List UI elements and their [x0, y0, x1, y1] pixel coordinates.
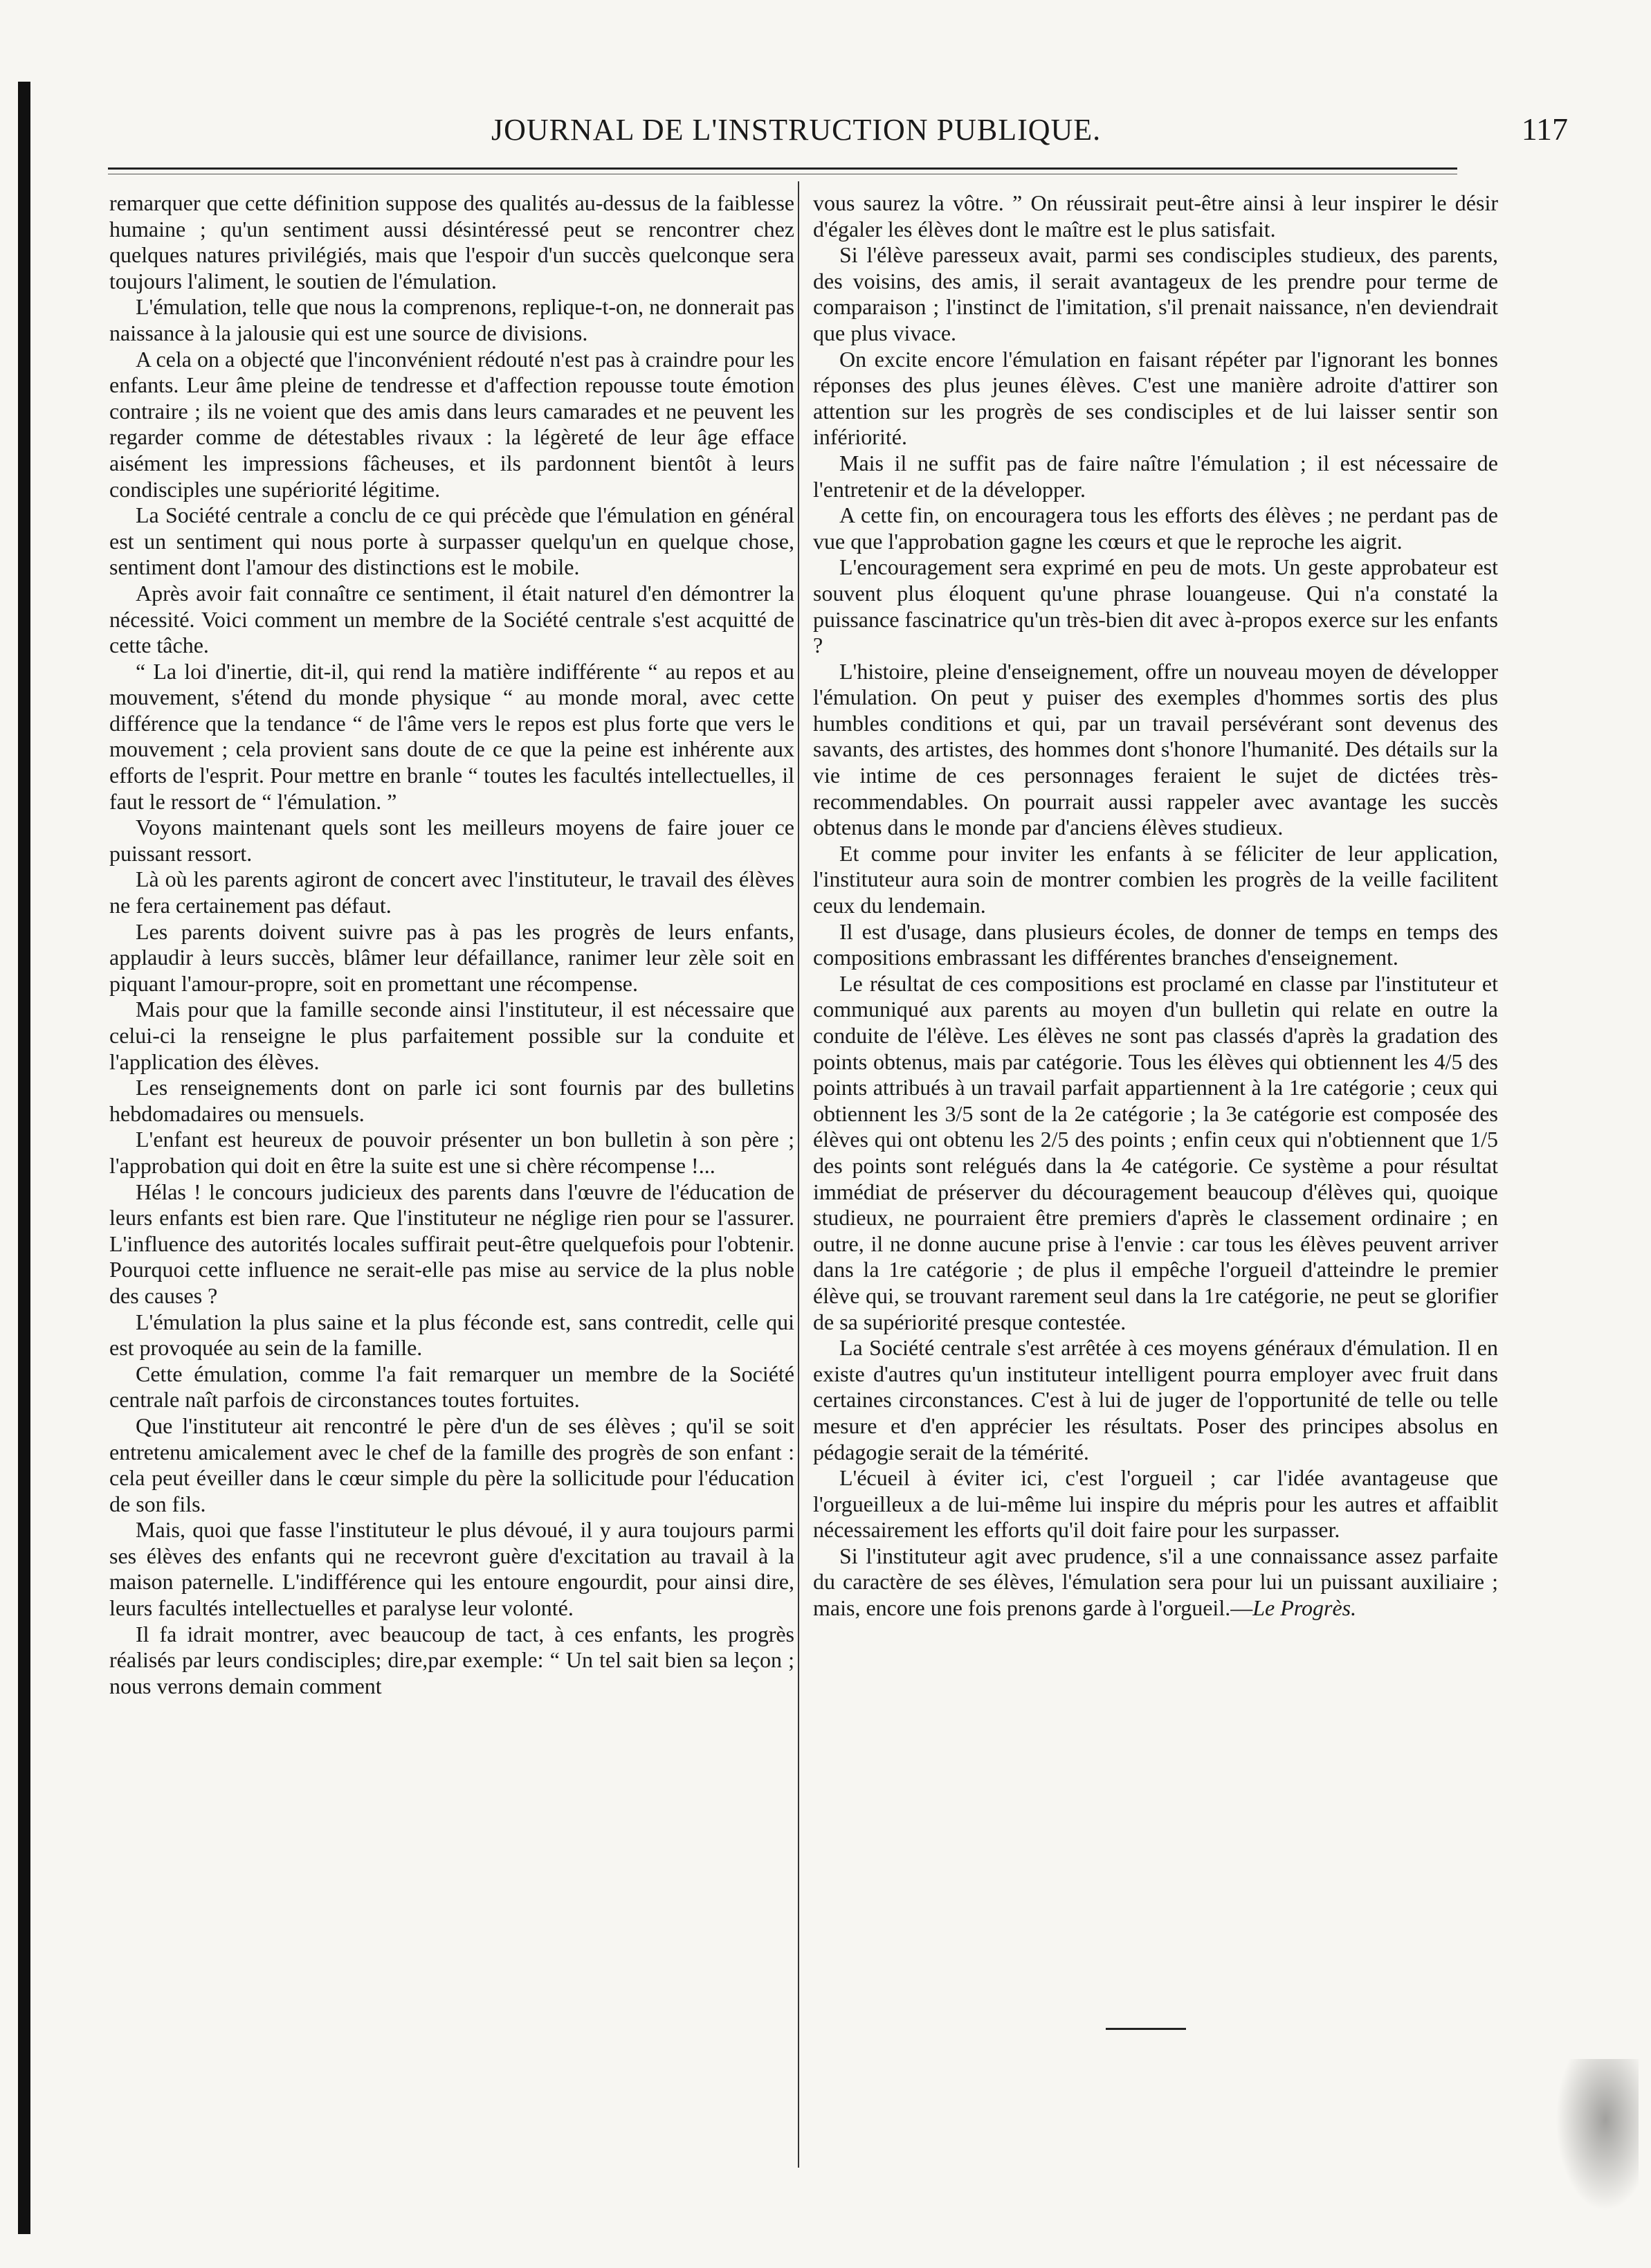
- paragraph: Mais il ne suffit pas de faire naître l'émulation ; il est nécessaire de l'entretenir et de la développer.: [813, 450, 1498, 502]
- paragraph: Le résultat de ces compositions est proclamé en classe par l'instituteur et communiqué aux parents au moyen d'un bulletin qui relate en outre la conduite de l'élève. Les élèves ne sont pas classés d'après la gradation des points obtenus, mais par catégorie. Tous les élèves qui obtiennent les 4/5 des points attribués à un travail parfait appartiennent à la 1re catégorie ; ceux qui obtiennent les 3/5 sont de la 2e catégorie ; la 3e catégorie est composée des élèves qui ont obtenu les 2/5 des points ; enfin ceux qui n'obtiennent que 1/5 des points sont relégués dans la 4e catégorie. Ce système a pour résultat immédiat de préserver du découragement beaucoup d'élèves qui, quoique studieux, ne pourraient être premiers d'après le classement ordinaire ; en outre, il ne donne aucune prise à l'envie : car tous les élèves peuvent arriver dans la 1re catégorie ; de plus il empêche l'orgueil d'atteindre le premier élève qui, se trouvant rarement seul dans la 1re catégorie, ne peut se glorifier de sa supériorité presque contestée.: [813, 970, 1498, 1334]
- paragraph: La Société centrale a conclu de ce qui précède que l'émulation en général est un sentiment qui nous porte à surpasser quelqu'un en quelque chose, sentiment dont l'amour des distinctions est le mobile.: [109, 502, 794, 580]
- paragraph: Hélas ! le concours judicieux des parents dans l'œuvre de l'éducation de leurs enfants est bien rare. Que l'instituteur ne néglige rien pour se l'assurer. L'influence des autorités locales suffirait peut-être quelquefois pour l'obtenir. Pourquoi cette influence ne serait-elle pas mise au service de la plus noble des causes ?: [109, 1179, 794, 1308]
- paragraph: A cela on a objecté que l'inconvénient rédouté n'est pas à craindre pour les enfants. Leur âme pleine de tendresse et d'affection repousse toute émotion contraire ; ils ne voient que des amis dans leurs camarades et ne peuvent les regarder comme de détestables rivaux : la légèreté de leur âge efface aisément les impressions fâcheuses, et ils pardonnent bientôt à leurs condisciples une supériorité légitime.: [109, 346, 794, 502]
- paper-smudge: [1556, 2059, 1639, 2211]
- page-header: [104, 111, 1568, 159]
- article-end-rule: [1106, 2028, 1186, 2030]
- paragraph-text: Si l'instituteur agit avec prudence, s'il a une connaissance assez parfaite du caractère de ses élèves, l'émulation sera pour lui un puissant auxiliaire ; mais, encore une fois prenons garde à l'orgueil.—: [813, 1543, 1498, 1621]
- paragraph: La Société centrale s'est arrêtée à ces moyens généraux d'émulation. Il en existe d'autres qu'un instituteur intelligent pourra employer avec fruit dans certaines circonstances. C'est à lui de juger de l'opportunité de telle ou telle mesure et d'en apprécier les résultats. Poser des principes absolus en pédagogie serait de la témérité.: [813, 1335, 1498, 1464]
- paragraph: L'histoire, pleine d'enseignement, offre un nouveau moyen de développer l'émulation. On peut y puiser des exemples d'hommes sortis des plus humbles conditions et qui, par un travail persévérant sont devenus des savants, des artistes, des hommes dont s'honore l'humanité. Des détails sur la vie intime de ces personnages feraient le sujet de dictées très-recommendables. On pourrait aussi rappeler avec avantage les succès obtenus dans le monde par d'anciens élèves studieux.: [813, 658, 1498, 840]
- paragraph: Cette émulation, comme l'a fait remarquer un membre de la Société centrale naît parfois de circonstances toutes fortuites.: [109, 1361, 794, 1413]
- paragraph: Voyons maintenant quels sont les meilleurs moyens de faire jouer ce puissant ressort.: [109, 815, 794, 866]
- left-column: [109, 190, 794, 1699]
- paragraph: A cette fin, on encouragera tous les efforts des élèves ; ne perdant pas de vue que l'approbation gagne les cœurs et que le reproche les aigrit.: [813, 502, 1498, 554]
- paragraph: Les parents doivent suivre pas à pas les progrès de leurs enfants, applaudir à leurs succès, blâmer leur défaillance, ranimer leur zèle soit en piquant l'amour-propre, soit en promettant une récompense.: [109, 918, 794, 996]
- paragraph: remarquer que cette définition suppose des qualités au-dessus de la faiblesse humaine ; qu'un sentiment aussi désintéressé peut se rencontrer chez quelques natures privilégiés, mais que l'espoir d'un succès quelconque sera toujours l'aliment, le soutien de l'émulation.: [109, 190, 794, 293]
- page-number: 117: [1521, 111, 1568, 147]
- column-divider: [798, 181, 799, 2168]
- paragraph: Si l'élève paresseux avait, parmi ses condisciples studieux, des parents, des voisins, des amis, il serait avantageux de les prendre pour terme de comparaison ; l'instinct de l'imitation, s'il prenait naissance, n'en deviendrait que plus vivace.: [813, 242, 1498, 345]
- source-signature: Le Progrès.: [1252, 1595, 1357, 1621]
- paragraph: L'enfant est heureux de pouvoir présenter un bon bulletin à son père ; l'approbation qui doit en être la suite est une si chère récompense !...: [109, 1127, 794, 1178]
- paragraph: L'encouragement sera exprimé en peu de mots. Un geste approbateur est souvent plus éloquent qu'une phrase louangeuse. Qui n'a constaté la puissance fascinatrice qu'un très-bien dit avec à-propos exerce sur les enfants ?: [813, 554, 1498, 658]
- paragraph: vous saurez la vôtre. ” On réussirait peut-être ainsi à leur inspirer le désir d'égaler les élèves dont le maître est le plus satisfait.: [813, 190, 1498, 242]
- paragraph: Que l'instituteur ait rencontré le père d'un de ses élèves ; qu'il se soit entretenu amicalement avec le chef de la famille des progrès de son enfant : cela peut éveiller dans le cœur simple du père la sollicitude pour l'éducation de son fils.: [109, 1413, 794, 1516]
- paragraph: Et comme pour inviter les enfants à se féliciter de leur application, l'instituteur aura soin de montrer combien les progrès de la veille facilitent ceux du lendemain.: [813, 840, 1498, 918]
- paragraph: Il est d'usage, dans plusieurs écoles, de donner de temps en temps des compositions embrassant les différentes branches d'enseignement.: [813, 918, 1498, 970]
- right-column: [813, 190, 1498, 1622]
- quotation: “ La loi d'inertie, dit-il, qui rend la matière indifférente “ au repos et au mouvement, s'étend du monde physique “ au monde moral, avec cette différence que la tendance “ de l'âme vers le repos est plus forte que vers le mouvement ; cela provient sans doute de ce que la peine est inhérente aux efforts de l'esprit. Pour mettre en branle “ toutes les facultés intellectuelles, il faut le ressort de “ l'émulation. ”: [109, 658, 794, 814]
- paragraph: Il fa idrait montrer, avec beaucoup de tact, à ces enfants, les progrès réalisés par leurs condisciples; dire,par exemple: “ Un tel sait bien sa leçon ; nous verrons demain comment: [109, 1621, 794, 1698]
- paragraph: Les renseignements dont on parle ici sont fournis par des bulletins hebdomadaires ou mensuels.: [109, 1075, 794, 1126]
- binding-edge: [18, 82, 30, 2234]
- paragraph: Mais pour que la famille seconde ainsi l'instituteur, il est nécessaire que celui-ci la renseigne le plus parfaitement possible sur la conduite et l'application des élèves.: [109, 997, 794, 1074]
- paragraph: L'écueil à éviter ici, c'est l'orgueil ; car l'idée avantageuse que l'orgueilleux a de lui-même lui inspire du mépris pour les autres et affaiblit nécessairement les efforts qu'il doit faire pour les surpasser.: [813, 1465, 1498, 1543]
- journal-title: JOURNAL DE L'INSTRUCTION PUBLIQUE.: [491, 113, 1102, 147]
- paragraph: Après avoir fait connaître ce sentiment, il était naturel d'en démontrer la nécessité. Voici comment un membre de la Société centrale s'est acquitté de cette tâche.: [109, 580, 794, 658]
- last-paragraph: [813, 1543, 1498, 1622]
- paragraph: L'émulation, telle que nous la comprenons, replique-t-on, ne donnerait pas naissance à la jalousie qui est une source de divisions.: [109, 294, 794, 345]
- paragraph: L'émulation la plus saine et la plus féconde est, sans contredit, celle qui est provoquée au sein de la famille.: [109, 1309, 794, 1361]
- paragraph: Mais, quoi que fasse l'instituteur le plus dévoué, il y aura toujours parmi ses élèves des enfants qui ne recevront guère d'excitation au travail à la maison paternelle. L'indifférence qui les entoure engourdit, pour ainsi dire, leurs facultés intellectuelles et paralyse leur volonté.: [109, 1517, 794, 1621]
- paragraph: On excite encore l'émulation en faisant répéter par l'ignorant les bonnes réponses des plus jeunes élèves. C'est une manière adroite d'attirer son attention sur les progrès de ses condisciples et de lui laisser sentir son infériorité.: [813, 346, 1498, 450]
- header-rule: [108, 167, 1457, 170]
- paragraph: Là où les parents agiront de concert avec l'instituteur, le travail des élèves ne fera certainement pas défaut.: [109, 867, 794, 918]
